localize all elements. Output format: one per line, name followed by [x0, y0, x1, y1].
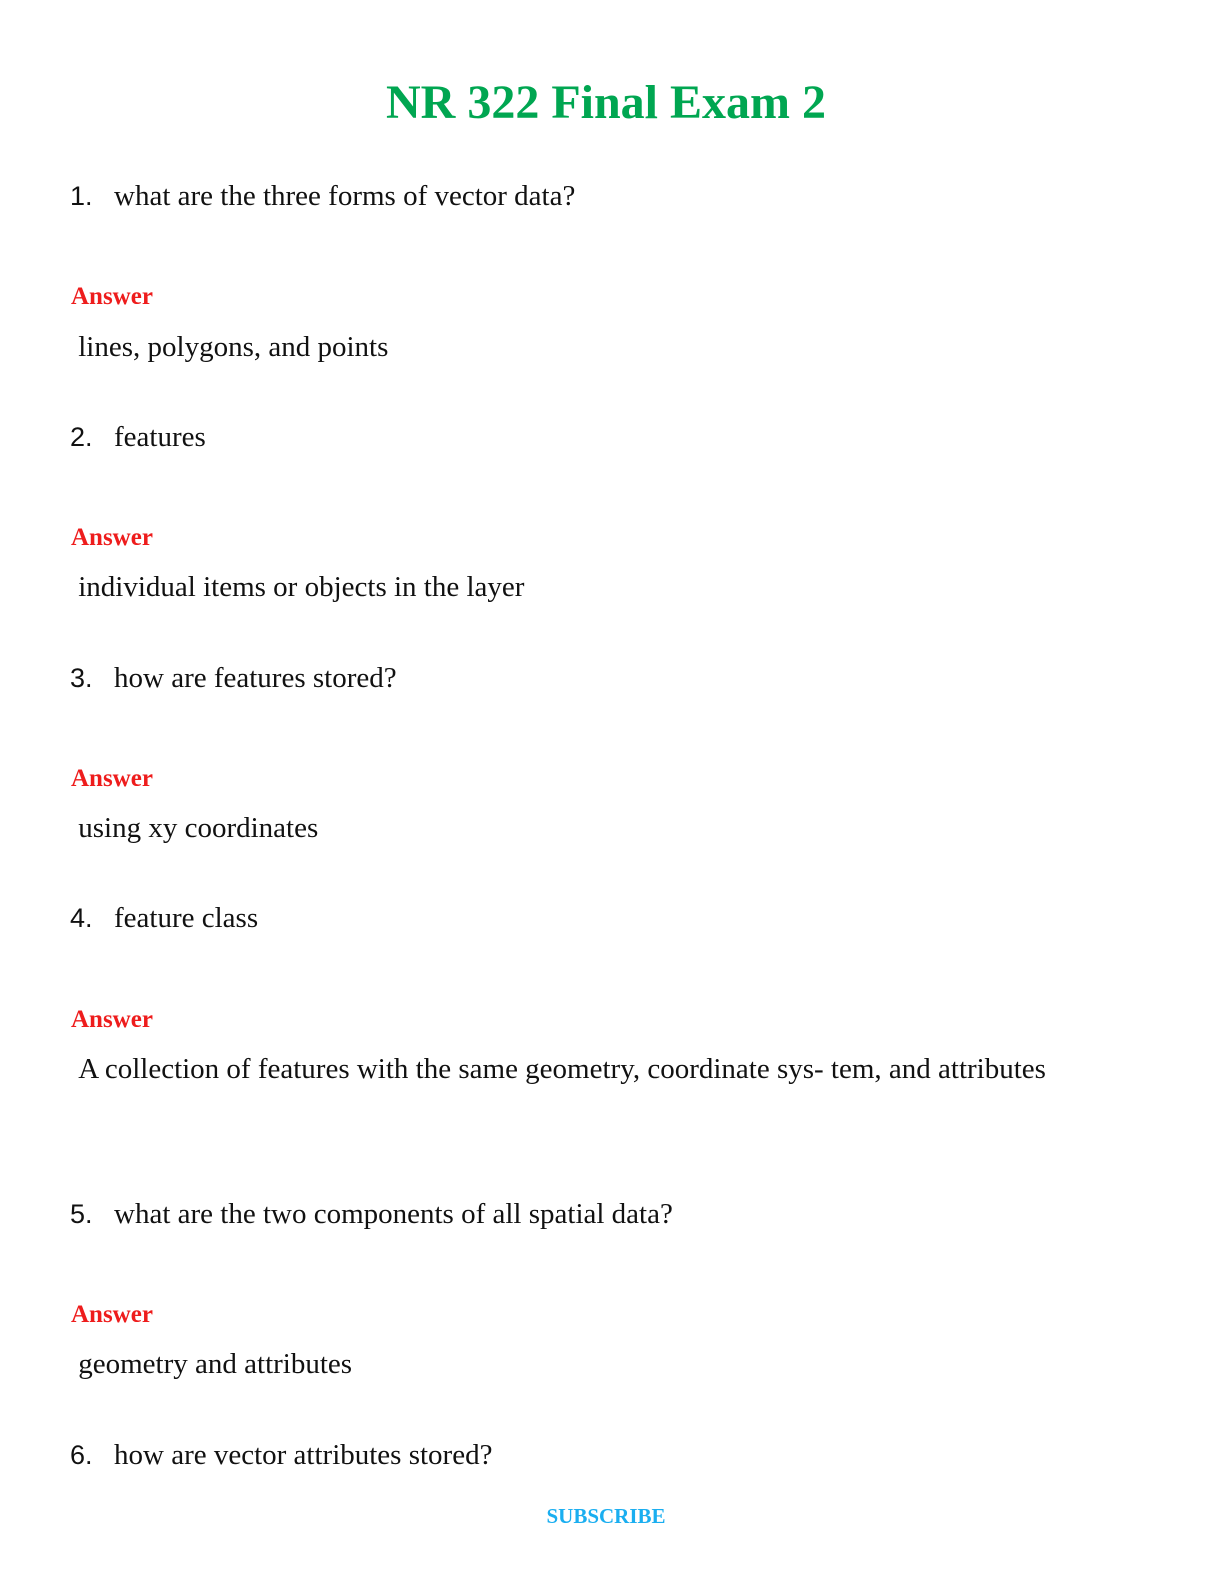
question-number: 3.	[70, 663, 93, 693]
question-number: 6.	[70, 1440, 93, 1470]
answer-label: Answer	[71, 524, 153, 551]
answer-label: Answer	[71, 283, 153, 310]
question-4	[70, 900, 258, 936]
answer-label: Answer	[71, 765, 153, 792]
document-title: NR 322 Final Exam 2	[385, 76, 826, 129]
question-text: features	[114, 421, 206, 453]
question-number: 5.	[70, 1199, 93, 1229]
answer-3: using xy coordinates	[71, 812, 319, 844]
answer-4: A collection of features with the same geometry, coordinate sys- tem, and attributes	[71, 1053, 1046, 1085]
question-5	[70, 1196, 673, 1232]
answer-label: Answer	[71, 1301, 153, 1328]
question-text: how are features stored?	[114, 662, 397, 694]
question-3	[70, 660, 397, 696]
answer-1: lines, polygons, and points	[71, 331, 389, 363]
question-2	[70, 419, 206, 455]
question-text: what are the two components of all spatial data?	[114, 1198, 673, 1230]
answer-5: geometry and attributes	[71, 1348, 353, 1380]
question-text: how are vector attributes stored?	[114, 1439, 493, 1471]
question-text: feature class	[114, 902, 259, 934]
question-number: 4.	[70, 903, 93, 933]
question-number: 2.	[70, 422, 93, 452]
answer-2: individual items or objects in the layer	[71, 571, 525, 603]
question-number: 1.	[70, 181, 93, 211]
question-6	[70, 1437, 492, 1473]
question-text: what are the three forms of vector data?	[114, 180, 576, 212]
subscribe-link[interactable]: SUBSCRIBE	[546, 1504, 666, 1528]
answer-label: Answer	[71, 1006, 153, 1033]
question-1	[70, 178, 575, 214]
